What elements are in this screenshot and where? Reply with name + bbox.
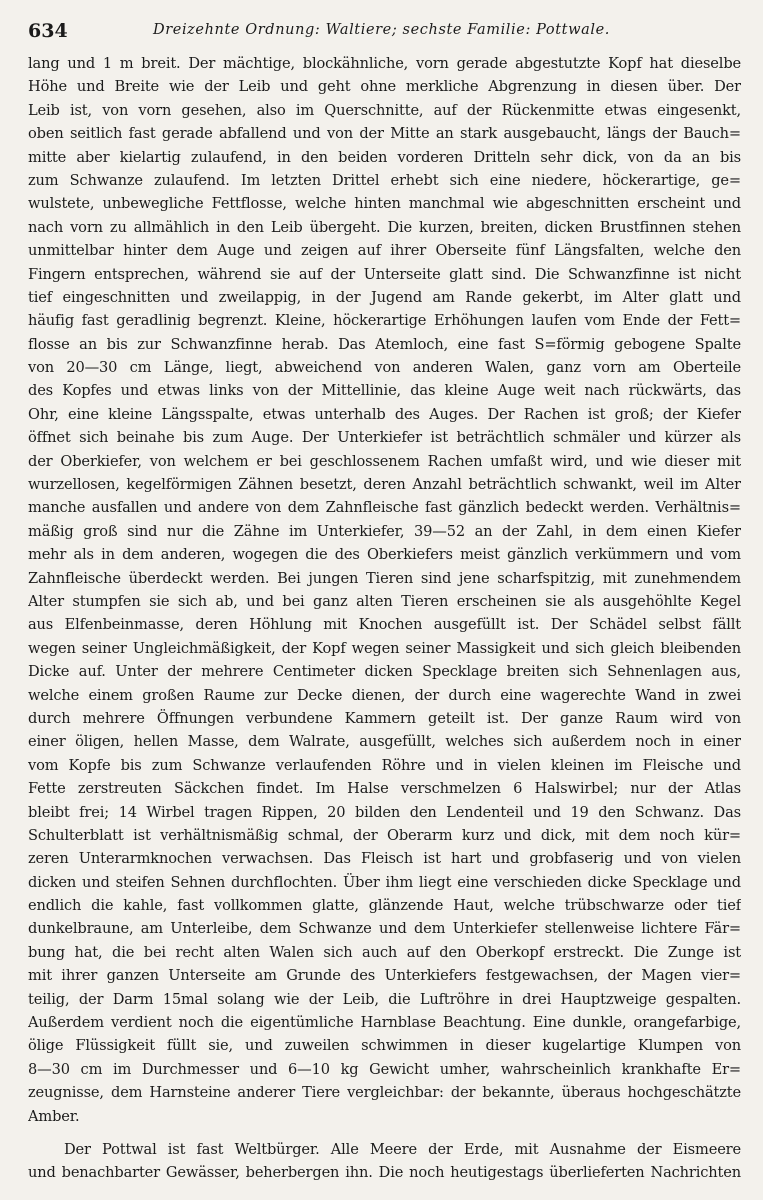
text-line: Leib ist, von vorn gesehen, also im Querschnitte, auf der Rückenmitte etwas eingesenkt, (28, 101, 741, 119)
text-line: lang und 1 m breit. Der mächtige, blockähnliche, vorn gerade abgestutzte Kopf hat dieselbe (28, 55, 741, 72)
text-line: dicken und steifen Sehnen durchflochten. Über ihm liegt eine verschieden dicke Specklage und (28, 873, 741, 891)
text-line: Zahnfleische überdeckt werden. Bei jungen Tieren sind jene scharfspitzig, mit zunehmendem (28, 569, 741, 587)
text-line: Der Pottwal ist fast Weltbürger. Alle Meere der Erde, mit Ausnahme der Eismeere (64, 1140, 741, 1158)
text-line: welche einem großen Raume zur Decke dienen, der durch eine wagerechte Wand in zwei (28, 686, 741, 704)
text-line: dunkelbraune, am Unterleibe, dem Schwanze und dem Unterkiefer stellenweise lichtere Fär= (28, 920, 741, 938)
text-line: von 20—30 cm Länge, liegt, abweichend von anderen Walen, ganz vorn am Oberteile (28, 359, 741, 377)
text-line: nach vorn zu allmählich in den Leib übergeht. Die kurzen, breiten, dicken Brustfinnen stehen (28, 218, 741, 236)
paragraph (28, 1138, 741, 1185)
text-line: mitte aber kielartig zulaufend, in den beiden vorderen Dritteln sehr dick, von da an bis (28, 148, 741, 166)
text-line: manche ausfallen und andere von dem Zahnfleische fast gänzlich bedeckt werden. Verhältnis= (28, 499, 741, 517)
text-line: häufig fast geradlinig begrenzt. Kleine, höckerartige Erhöhungen laufen vom Ende der Fett= (28, 312, 741, 330)
text-line: des Kopfes und etwas links von der Mittellinie, das kleine Auge weit nach rückwärts, das (28, 382, 741, 400)
text-line: der Oberkiefer, von welchem er bei geschlossenem Rachen umfaßt wird, und wie dieser mit (28, 452, 741, 470)
paragraph (28, 52, 741, 1128)
body-text (28, 52, 741, 1185)
text-line: wurzellosen, kegelförmigen Zähnen besetzt, deren Anzahl beträchtlich schwankt, weil im Alter (28, 476, 741, 494)
text-line: vom Kopfe bis zum Schwanze verlaufenden Röhre und in vielen kleinen im Fleische und (28, 756, 741, 774)
text-line: Fingern entsprechen, während sie auf der Unterseite glatt sind. Die Schwanzfinne ist nicht (28, 265, 741, 283)
text-line: bleibt frei; 14 Wirbel tragen Rippen, 20 bilden den Lendenteil und 19 den Schwanz. Das (28, 803, 741, 821)
text-line: endlich die kahle, fast vollkommen glatte, glänzende Haut, welche trübschwarze oder tief (28, 897, 741, 915)
text-line: mehr als in dem anderen, wogegen die des Oberkiefers meist gänzlich verkümmern und vom (28, 546, 741, 564)
text-line: Ohr, eine kleine Längsspalte, etwas unterhalb des Auges. Der Rachen ist groß; der Kiefer (28, 405, 741, 423)
text-line: zeren Unterarmknochen verwachsen. Das Fleisch ist hart und grobfaserig und von vielen (28, 850, 741, 868)
text-line: aus Elfenbeinmasse, deren Höhlung mit Knochen ausgefüllt ist. Der Schädel selbst fällt (28, 616, 741, 634)
text-line: durch mehrere Öffnungen verbundene Kammern geteilt ist. Der ganze Raum wird von (28, 709, 741, 727)
text-line: bung hat, die bei recht alten Walen sich auch auf den Oberkopf erstreckt. Die Zunge ist (28, 943, 741, 961)
text-line: Fette zerstreuten Säckchen findet. Im Halse verschmelzen 6 Halswirbel; nur der Atlas (28, 780, 741, 798)
running-head (20, 20, 743, 46)
text-line: teilig, der Darm 15mal solang wie der Leib, die Luftröhre in drei Hauptzweige gespalten. (28, 990, 741, 1008)
text-line: wegen seiner Ungleichmäßigkeit, der Kopf wegen seiner Massigkeit und sich gleich bleibenden (28, 639, 741, 657)
page-number: 634 (28, 20, 68, 42)
text-line: wulstete, unbewegliche Fettflosse, welche hinten manchmal wie abgeschnitten erscheint und (28, 195, 741, 213)
running-title: Dreizehnte Ordnung: Waltiere; sechste Familie: Pottwale. (153, 22, 610, 38)
text-line: 8—30 cm im Durchmesser und 6—10 kg Gewicht umher, wahrscheinlich krankhafte Er= (28, 1060, 741, 1078)
text-line: Dicke auf. Unter der mehrere Centimeter dicken Specklage breiten sich Sehnenlagen aus, (28, 663, 741, 681)
text-line: einer öligen, hellen Masse, dem Walrate, ausgefüllt, welches sich außerdem noch in einer (28, 733, 741, 751)
text-line: ölige Flüssigkeit füllt sie, und zuweilen schwimmen in dieser kugelartige Klumpen von (28, 1037, 741, 1055)
text-line: oben seitlich fast gerade abfallend und von der Mitte an stark ausgebaucht, längs der Bauch= (28, 125, 741, 143)
text-line: Alter stumpfen sie sich ab, und bei ganz alten Tieren erscheinen sie als ausgehöhlte Kegel (28, 592, 741, 610)
text-line: tief eingeschnitten und zweilappig, in der Jugend am Rande gekerbt, im Alter glatt und (28, 288, 741, 306)
text-line: flosse an bis zur Schwanzfinne herab. Das Atemloch, eine fast S=förmig gebogene Spalte (28, 335, 741, 353)
text-line: Schulterblatt ist verhältnismäßig schmal, der Oberarm kurz und dick, mit dem noch kür= (28, 826, 741, 844)
text-line: mäßig groß sind nur die Zähne im Unterkiefer, 39—52 an der Zahl, in dem einen Kiefer (28, 522, 741, 540)
text-line: unmittelbar hinter dem Auge und zeigen auf ihrer Oberseite fünf Längsfalten, welche den (28, 242, 741, 260)
text-line: mit ihrer ganzen Unterseite am Grunde des Unterkiefers festgewachsen, der Magen vier= (28, 967, 741, 985)
text-line: zeugnisse, dem Harnsteine anderer Tiere vergleichbar: der bekannte, überaus hochgeschätzte (28, 1084, 741, 1102)
text-line: Außerdem verdient noch die eigentümliche Harnblase Beachtung. Eine dunkle, orangefarbige, (28, 1014, 741, 1032)
text-line: öffnet sich beinahe bis zum Auge. Der Unterkiefer ist beträchtlich schmäler und kürzer als (28, 429, 741, 447)
text-line: und benachbarter Gewässer, beherbergen ihn. Die noch heutigestags überlieferten Nachrichten (28, 1164, 741, 1182)
text-line: zum Schwanze zulaufend. Im letzten Drittel erhebt sich eine niedere, höckerartige, ge= (28, 171, 741, 189)
text-line: Amber. (28, 1107, 80, 1125)
text-line: Höhe und Breite wie der Leib und geht ohne merkliche Abgrenzung in diesen über. Der (28, 78, 741, 96)
